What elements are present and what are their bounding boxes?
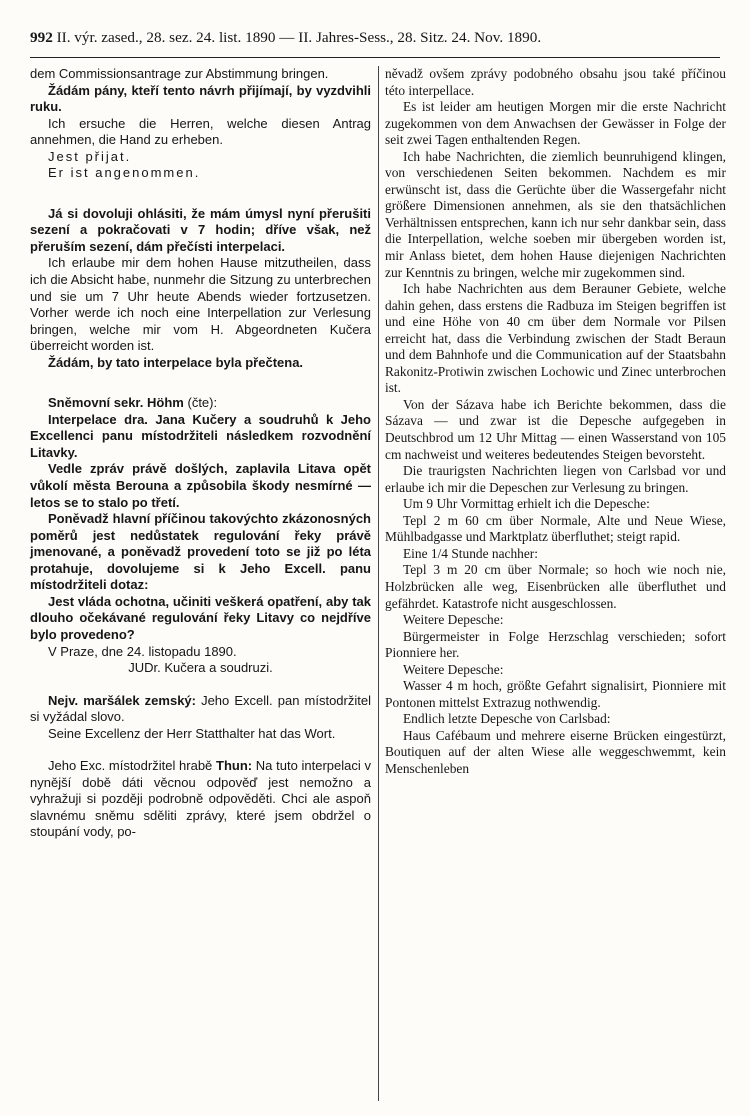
speaker-role: Jeho Exc. místodržitel hrabě: [48, 758, 213, 774]
telegram: Tepl 2 m 60 cm über Normale, Alte und Neue Wiese, Mühlbadgasse und Marktplatz überfluthet; steigt rapid.: [385, 512, 726, 545]
speaker-name: Nejv. maršálek zemský:: [48, 692, 196, 708]
right-column: [385, 66, 726, 778]
speaker-paragraph: [30, 758, 371, 841]
column-divider: [378, 66, 379, 1101]
header-rule: [30, 57, 720, 58]
header-separator: —: [279, 29, 295, 46]
page-number: 992: [30, 29, 53, 46]
telegram: Tepl 3 m 20 cm über Normale; so hoch wie noch nie, Holzbrücken alle weg, Eisenbrücken alle überfluthet und gefährdet. Katastrofe nicht ausgeschlossen.: [385, 562, 726, 611]
page-header: [30, 24, 720, 52]
left-column: [30, 66, 371, 841]
paragraph: Um 9 Uhr Vormittag erhielt ich die Depesche:: [403, 496, 650, 512]
paragraph: Es ist leider am heutigen Morgen mir die erste Nachricht zugekommen von dem Anwachsen der Gewässer in Folge der seit zwei Tagen enthaltenden Regen.: [385, 99, 726, 148]
paragraph: Jest vláda ochotna, učiniti veškerá opatření, aby tak dlouho očekávané regulování řeky Litavy co nejdříve bylo provedeno?: [30, 593, 371, 642]
telegram: Haus Cafébaum und mehrere eiserne Brücken eingestürzt, Boutiquen auf der alten Wiese alle weggeschwemmt, kein Menschenleben: [385, 727, 726, 776]
paragraph: Jest přijat.: [48, 148, 132, 164]
paragraph: Er ist angenommen.: [48, 165, 201, 181]
speaker-name: Höhm: [147, 395, 184, 411]
paragraph: Žádám, by tato interpelace byla přečtena.: [48, 354, 304, 370]
paragraph: Já si dovoluji ohlásiti, že mám úmysl nyní přerušiti sezení a pokračovati v 7 hodin; dříve však, než přeruším sezení, dám přečísti interpelaci.: [30, 205, 371, 254]
header-german: II. Jahres-Sess., 28. Sitz. 24. Nov. 1890.: [298, 29, 542, 46]
paragraph: Interpelace dra. Jana Kučery a soudruhů k Jeho Excellenci panu místodržiteli následkem rozvodnění Litavky.: [30, 411, 371, 460]
paragraph: Seine Excellenz der Herr Statthalter hat das Wort.: [48, 725, 336, 741]
paragraph: Weitere Depesche:: [403, 612, 504, 628]
paragraph: dem Commissionsantrage zur Abstimmung bringen.: [30, 66, 329, 81]
paragraph: Vedle zpráv právě došlých, zaplavila Litava opět vůkolí města Berouna a způsobila škody nesmírné — letos se to stalo po třetí.: [30, 461, 371, 510]
speaker-name: Thun:: [216, 758, 253, 774]
paragraph: Von der Sázava habe ich Berichte bekommen, dass die Sázava — und zwar ist die Depesche aufgegeben in Deutschbrod um 12 Uhr Mittag — einen Wasserstand von 105 cm nachweist und weiteres bedeutendes Steigen bevorsteht.: [385, 396, 726, 462]
telegram: Wasser 4 m hoch, größte Gefahrt signalisirt, Pionniere mit Pontonen mittelst Extrazug nothwendig.: [385, 678, 726, 710]
speaker-role: Sněmovní sekr.: [48, 395, 144, 411]
speech-text: Jeho Excell. pan místodržitel si vyžádal slovo.: [30, 692, 371, 725]
paragraph: Poněvadž hlavní příčinou takovýchto zkázonosných poměrů jest nedůstatek regulování řeky právě jmenované, a poněvadž provedení toto se již po léta protahuje, dovolujeme si k Jeho Excell. panu místodržiteli dotaz:: [30, 511, 371, 593]
place-date: V Praze, dne 24. listopadu 1890.: [48, 643, 237, 659]
paragraph: Die traurigsten Nachrichten liegen von Carlsbad vor und erlaube ich mir die Depeschen zur Verlesung zu bringen.: [385, 463, 726, 495]
speaker-note: (čte):: [187, 395, 218, 411]
header-czech: II. výr. zased., 28. sez. 24. list. 1890: [56, 29, 276, 46]
paragraph: Ich habe Nachrichten aus dem Berauner Gebiete, welche dahin gehen, dass erstens die Radbuza im Steigen begriffen ist und eine Höhe von 40 cm über dem Normale vor Pilsen erreicht hat, dass die Verbindung zwischen der Stadt Beraun und dem Bahnhofe und die Communication auf der Staatsbahn Rakonitz-Protiwin zwischen Lochowic und Zinec unterbrochen ist.: [385, 281, 726, 396]
paragraph: Ich erlaube mir dem hohen Hause mitzutheilen, dass ich die Absicht habe, nunmehr die Sitzung zu unterbrechen und sie um 7 Uhr heute Abends wieder fortzusetzen. Vorher werde ich noch eine Interpellation zur Verlesung bringen, welche mir vom H. Abgeordneten Kučera überreicht worden ist.: [30, 255, 371, 354]
paragraph: něvadž ovšem zprávy podobného obsahu jsou také příčinou této interpellace.: [385, 66, 726, 98]
speaker-paragraph: [30, 693, 371, 726]
paragraph: Žádám pány, kteří tento návrh přijímají, by vyzdvihli ruku.: [30, 82, 371, 115]
paragraph: Weitere Depesche:: [403, 661, 504, 677]
speaker-line: [30, 395, 371, 412]
paragraph: Ich ersuche die Herren, welche diesen Antrag annehmen, die Hand zu erheben.: [30, 115, 371, 148]
telegram: Bürgermeister in Folge Herzschlag verschieden; sofort Pionniere her.: [385, 628, 726, 661]
signature: JUDr. Kučera a soudruzi.: [128, 660, 273, 676]
speech-text: Na tuto interpelaci v nynější době dáti věcnou odpověď jest nemožno a vyhražuji si později podrobně odpověděti. Chci ale aspoň slavnému sněmu sděliti zprávy, které jsem obdržel o stoupání vody, po-: [30, 758, 371, 840]
paragraph: Endlich letzte Depesche von Carlsbad:: [403, 711, 611, 727]
paragraph: Ich habe Nachrichten, die ziemlich beunruhigend klingen, von verschiedenen Seiten bekommen. Nachdem es mir erwünscht ist, dass die Gerüchte über die Wassergefahr nicht größere Dimensionen annehmen, als sie den thatsächlichen Verhältnissen entsprechen, kann ich nur sehr dankbar sein, dass die Interpellation, welche soeben mir übergeben worden ist, mir Anlass bietet, dem hohen Hause diejenigen Nachrichten zur Kenntnis zu bringen, welche mir zugekommen sind.: [385, 148, 726, 280]
paragraph: Eine 1/4 Stunde nachher:: [403, 545, 538, 561]
